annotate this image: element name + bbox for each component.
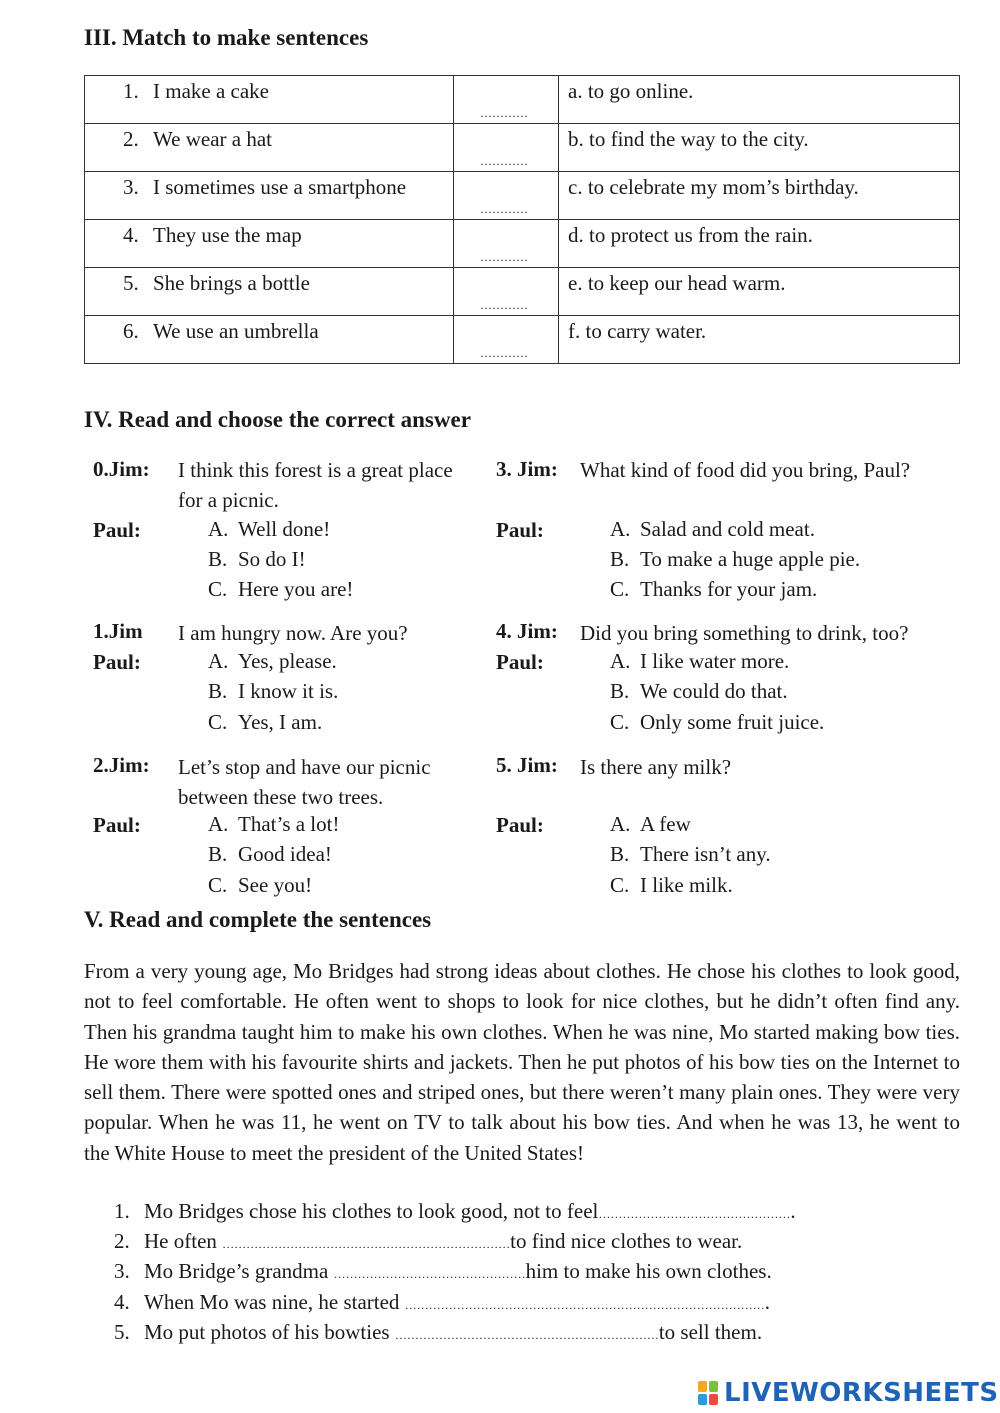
option-text: Here you are! [238, 577, 354, 601]
sentence-start: I make a cake [153, 79, 270, 103]
option-a[interactable] [610, 649, 789, 674]
completion-item-3 [114, 1259, 772, 1284]
option-text: Thanks for your jam. [640, 577, 818, 601]
sentence-after: . [790, 1199, 796, 1223]
answer-blank[interactable]: ………… [480, 346, 528, 360]
completion-item-2 [114, 1229, 742, 1254]
option-a[interactable] [208, 812, 339, 837]
answer-blank[interactable]: ………… [480, 154, 528, 168]
answer-speaker: Paul: [93, 813, 141, 837]
item-number: 5. [123, 271, 139, 295]
option-letter: C. [610, 710, 630, 734]
option-letter: B. [610, 679, 630, 703]
answer-blank[interactable]: ……………………………………………………………………………… [404, 1298, 765, 1312]
match-table [84, 75, 960, 364]
option-text: Yes, I am. [238, 710, 323, 734]
section-5-title: V. Read and complete the sentences [84, 907, 432, 932]
answer-blank[interactable]: ……………………………………………………………… [222, 1237, 511, 1251]
section-4-title: IV. Read and choose the correct answer [84, 407, 471, 432]
logo-mark-icon [698, 1380, 720, 1406]
answer-speaker: Paul: [93, 650, 141, 674]
sentence-before: When Mo was nine, he started [144, 1290, 405, 1314]
option-letter: C. [610, 577, 630, 601]
answer-blank[interactable]: ………………………………………………………… [394, 1328, 659, 1342]
option-letter: B. [208, 547, 228, 571]
option-letter: A. [610, 517, 631, 541]
option-b[interactable] [610, 547, 860, 572]
sentence-start: I sometimes use a smartphone [153, 175, 407, 199]
answer-blank[interactable]: ………… [480, 298, 528, 312]
sentence-ending: c. to celebrate my mom’s birthday. [568, 175, 859, 199]
question-text: I think this forest is a great place for a picnic. [178, 458, 453, 512]
item-number: 2. [123, 127, 139, 151]
question-speaker: 0.Jim: [93, 457, 150, 481]
item-number: 1. [114, 1199, 130, 1223]
option-c[interactable] [208, 577, 353, 602]
sentence-start: She brings a bottle [153, 271, 310, 295]
answer-blank[interactable]: ………… [480, 250, 528, 264]
option-c[interactable] [208, 710, 322, 735]
sentence-start: They use the map [153, 223, 302, 247]
question-speaker: 2.Jim: [93, 753, 150, 777]
sentence-after: him to make his own clothes. [525, 1259, 772, 1283]
answer-speaker: Paul: [496, 650, 544, 674]
table-row [85, 124, 960, 172]
option-text: So do I! [238, 547, 306, 571]
sentence-before: He often [144, 1229, 223, 1253]
question-text: Is there any milk? [580, 755, 732, 779]
question-text: Did you bring something to drink, too? [580, 621, 909, 645]
option-c[interactable] [610, 873, 733, 898]
option-b[interactable] [208, 547, 306, 572]
option-text: I like milk. [640, 873, 733, 897]
option-text: There isn’t any. [640, 842, 771, 866]
sentence-start: We use an umbrella [153, 319, 319, 343]
table-row [85, 172, 960, 220]
item-number: 2. [114, 1229, 130, 1253]
option-text: I like water more. [640, 649, 790, 673]
sentence-after: to find nice clothes to wear. [510, 1229, 743, 1253]
option-letter: B. [208, 679, 228, 703]
option-letter: B. [610, 547, 630, 571]
table-row [85, 220, 960, 268]
question-speaker: 4. Jim: [496, 619, 558, 643]
section-3-title: III. Match to make sentences [84, 25, 369, 50]
completion-item-1 [114, 1199, 796, 1224]
question-speaker: 1.Jim [93, 619, 143, 643]
table-row [85, 316, 960, 364]
option-text: To make a huge apple pie. [640, 547, 861, 571]
question-text: I am hungry now. Are you? [178, 621, 408, 645]
sentence-after: . [764, 1290, 770, 1314]
option-text: Well done! [238, 517, 331, 541]
answer-blank[interactable]: ………………………………………… [598, 1207, 791, 1221]
option-letter: A. [610, 812, 631, 836]
option-a[interactable] [610, 517, 815, 542]
option-letter: C. [610, 873, 630, 897]
sentence-before: Mo put photos of his bowties [144, 1320, 395, 1344]
option-text: We could do that. [640, 679, 788, 703]
option-letter: A. [208, 517, 229, 541]
option-letter: B. [610, 842, 630, 866]
logo-text: LIVEWORKSHEETS [724, 1378, 999, 1408]
item-number: 1. [123, 79, 139, 103]
item-number: 5. [114, 1320, 130, 1344]
option-letter: C. [208, 873, 228, 897]
question-speaker: 5. Jim: [496, 753, 558, 777]
completion-item-4 [114, 1290, 770, 1315]
sentence-before: Mo Bridge’s grandma [144, 1259, 334, 1283]
sentence-ending: d. to protect us from the rain. [568, 223, 813, 247]
answer-speaker: Paul: [496, 518, 544, 542]
option-b[interactable] [610, 679, 788, 704]
option-c[interactable] [610, 577, 817, 602]
answer-speaker: Paul: [93, 518, 141, 542]
option-text: Yes, please. [238, 649, 337, 673]
table-row [85, 268, 960, 316]
sentence-before: Mo Bridges chose his clothes to look good, not to feel [144, 1199, 599, 1223]
option-a[interactable] [610, 812, 691, 837]
option-text: A few [640, 812, 691, 836]
option-letter: C. [208, 710, 228, 734]
question-speaker: 3. Jim: [496, 457, 558, 481]
option-b[interactable] [208, 679, 338, 704]
option-letter: B. [208, 842, 228, 866]
option-b[interactable] [610, 842, 771, 867]
option-letter: A. [208, 649, 229, 673]
sentence-start: We wear a hat [153, 127, 272, 151]
option-c[interactable] [610, 710, 824, 735]
answer-blank[interactable]: ………… [480, 202, 528, 216]
item-number: 4. [114, 1290, 130, 1314]
question-text: What kind of food did you bring, Paul? [580, 458, 911, 482]
sentence-ending: f. to carry water. [568, 319, 707, 343]
answer-blank[interactable]: ………………………………………… [333, 1267, 526, 1281]
option-a[interactable] [208, 517, 330, 542]
sentence-after: to sell them. [658, 1320, 763, 1344]
item-number: 4. [123, 223, 139, 247]
item-number: 6. [123, 319, 139, 343]
option-text: Only some fruit juice. [640, 710, 825, 734]
option-c[interactable] [208, 873, 312, 898]
option-letter: C. [208, 577, 228, 601]
option-text: Salad and cold meat. [640, 517, 815, 541]
option-text: Good idea! [238, 842, 332, 866]
completion-item-5 [114, 1320, 762, 1345]
table-row [85, 76, 960, 124]
item-number: 3. [114, 1259, 130, 1283]
option-text: See you! [238, 873, 313, 897]
answer-blank[interactable]: ………… [480, 106, 528, 120]
option-letter: A. [610, 649, 631, 673]
option-letter: A. [208, 812, 229, 836]
option-text: I know it is. [238, 679, 339, 703]
reading-passage: From a very young age, Mo Bridges had strong ideas about clothes. He chose his clothes to look good, not to feel comfortable. He often went to shops to look for nice clothes, but he didn’t often find any. Then his grandma taught him to make his own clothes. When he was nine, Mo started making bow ties. He wore them with his favourite shirts and jackets. Then he put photos of his bow ties on the Internet to sell them. There were spotted ones and striped ones, but there weren’t many plain ones. They were very popular. When he was 11, he went on TV to talk about his bow ties. And when he was 13, he went to the White House to meet the president of the United States! [84, 959, 960, 1165]
option-a[interactable] [208, 649, 337, 674]
option-b[interactable] [208, 842, 332, 867]
sentence-ending: e. to keep our head warm. [568, 271, 786, 295]
sentence-ending: a. to go online. [568, 79, 694, 103]
option-text: That’s a lot! [238, 812, 340, 836]
answer-speaker: Paul: [496, 813, 544, 837]
liveworksheets-logo [698, 1378, 999, 1408]
item-number: 3. [123, 175, 139, 199]
question-text: Let’s stop and have our picnic between these two trees. [178, 755, 431, 809]
sentence-ending: b. to find the way to the city. [568, 127, 809, 151]
